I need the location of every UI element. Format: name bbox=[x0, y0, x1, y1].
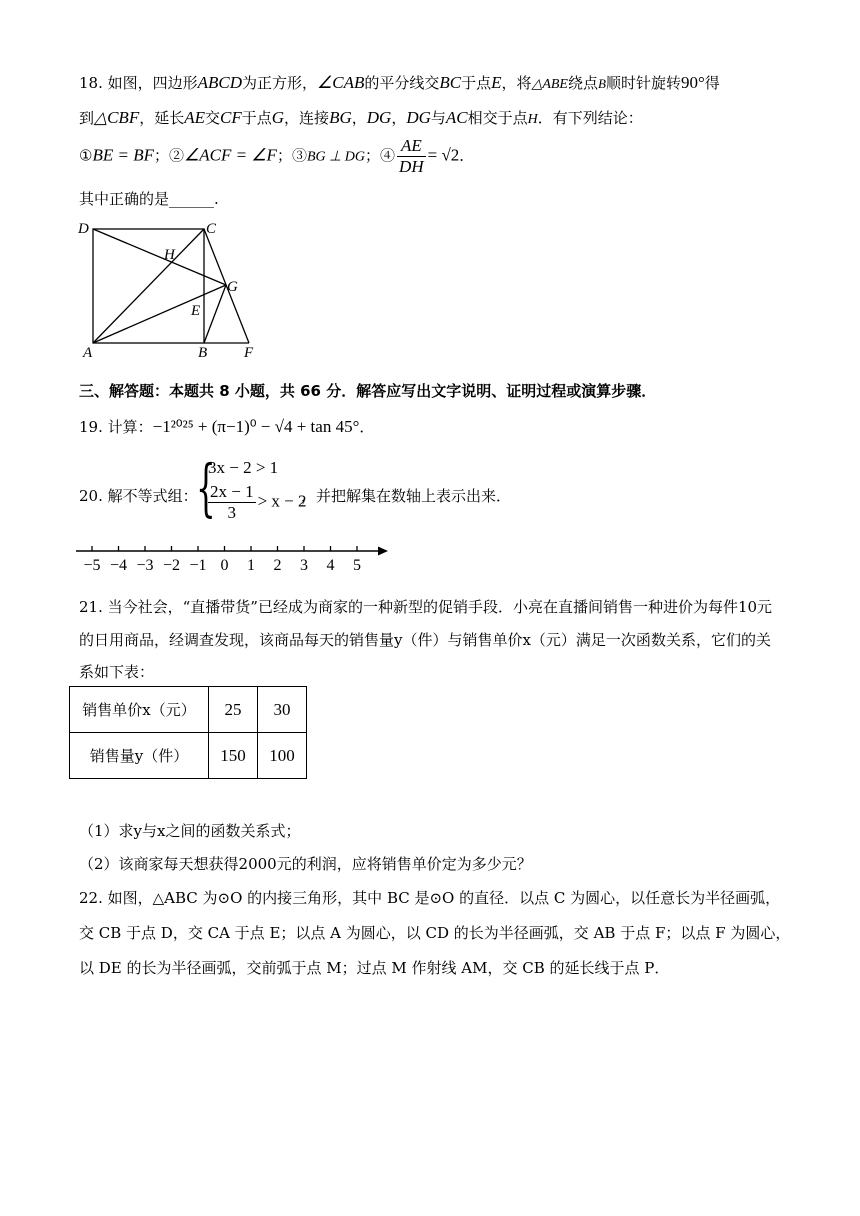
tick-label: 3 bbox=[300, 557, 308, 574]
label-h: H bbox=[164, 247, 175, 263]
label-e: E bbox=[191, 303, 201, 319]
q20-prefix: 20. 解不等式组： bbox=[79, 487, 198, 505]
inequality-2: $\frac{2x - 1}{3}$ > x − 2 bbox=[210, 482, 307, 522]
label-d: D bbox=[78, 221, 89, 237]
tick-label: 4 bbox=[326, 557, 335, 574]
tick-label: −4 bbox=[109, 557, 128, 574]
inequality-1: 3x − 2 > 1 bbox=[208, 458, 279, 477]
tick-label: −2 bbox=[162, 557, 181, 574]
inequality-system bbox=[196, 451, 316, 530]
table-cell: 100 bbox=[258, 733, 307, 779]
label-g: G bbox=[227, 279, 238, 295]
table-cell: 30 bbox=[258, 687, 307, 733]
label-c: C bbox=[206, 221, 217, 237]
label-b: B bbox=[198, 345, 208, 361]
tick-label: 1 bbox=[247, 557, 255, 574]
square-figure bbox=[76, 218, 266, 363]
tick-label: 0 bbox=[220, 557, 229, 574]
q19-expression: −1²⁰²⁵ + (π−1)⁰ − √4 + tan 45° bbox=[152, 417, 360, 436]
q21-line3: 系如下表： bbox=[79, 663, 155, 681]
tick-label: 5 bbox=[353, 557, 361, 574]
tick-label: −1 bbox=[189, 557, 207, 574]
price-sales-table bbox=[69, 686, 307, 779]
tick-label: −3 bbox=[136, 557, 154, 574]
table-row2-label: 销售量y（件） bbox=[70, 733, 209, 779]
q18-blank: 其中正确的是______. bbox=[79, 190, 219, 208]
label-a: A bbox=[83, 345, 93, 361]
q21-line2: 的日用商品，经调查发现，该商品每天的销售量y（件）与销售单价x（元）满足一次函数关系，它们的关 bbox=[79, 631, 771, 649]
q18-conclusions: ①BE = BF；②∠ACF = ∠F；③BG ⊥ DG；④ $\frac{AE}{DH}$ = √2． bbox=[79, 136, 475, 176]
q20-suffix: ，并把解集在数轴上表示出来． bbox=[301, 487, 512, 505]
table-cell: 150 bbox=[209, 733, 258, 779]
fraction-ae-dh: $\frac{AE}{DH}$ bbox=[399, 136, 424, 176]
q21-sub2: （2）该商家每天想获得2000元的利润，应将销售单价定为多少元？ bbox=[79, 855, 532, 873]
label-f: F bbox=[244, 345, 254, 361]
table-row1-label: 销售单价x（元） bbox=[70, 687, 209, 733]
tick-label: 2 bbox=[273, 557, 282, 574]
q21-line1: 21. 当今社会，“直播带货”已经成为商家的一种新型的促销手段．小亮在直播间销售一种进价为每件10元 bbox=[79, 598, 773, 616]
q21-sub1: （1）求y与x之间的函数关系式； bbox=[79, 822, 301, 840]
q18-line2: 到△CBF，延长AE交CF于点G，连接BG，DG，DG与AC相交于点H．有下列结论： bbox=[79, 108, 643, 127]
tick-label: −5 bbox=[83, 557, 101, 574]
left-brace: { bbox=[196, 451, 216, 524]
table-cell: 25 bbox=[209, 687, 258, 733]
q19: 19. 计算：−1²⁰²⁵ + (π−1)⁰ − √4 + tan 45°． bbox=[79, 417, 375, 436]
number-line bbox=[76, 542, 396, 576]
q18-line1: 18. 如图，四边形ABCD为正方形，∠CAB的平分线交BC于点E，将△ABE绕点B顺时针旋转90°得 bbox=[79, 73, 720, 92]
q22-line3: 以 DE 的长为半径画弧，交前弧于点 M；过点 M 作射线 AM，交 CB 的延长线于点 P． bbox=[79, 959, 670, 977]
q22-line1: 22. 如图，△ABC 为⊙O 的内接三角形，其中 BC 是⊙O 的直径．以点 C 为圆心，以任意长为半径画弧， bbox=[79, 889, 781, 907]
q22-line2: 交 CB 于点 D，交 CA 于点 E；以点 A 为圆心，以 CD 的长为半径画弧，交 AB 于点 F；以点 F 为圆心， bbox=[79, 924, 791, 942]
section-3-header: 三、解答题：本题共 8 小题，共 66 分．解答应写出文字说明、证明过程或演算步骤． bbox=[79, 382, 657, 400]
